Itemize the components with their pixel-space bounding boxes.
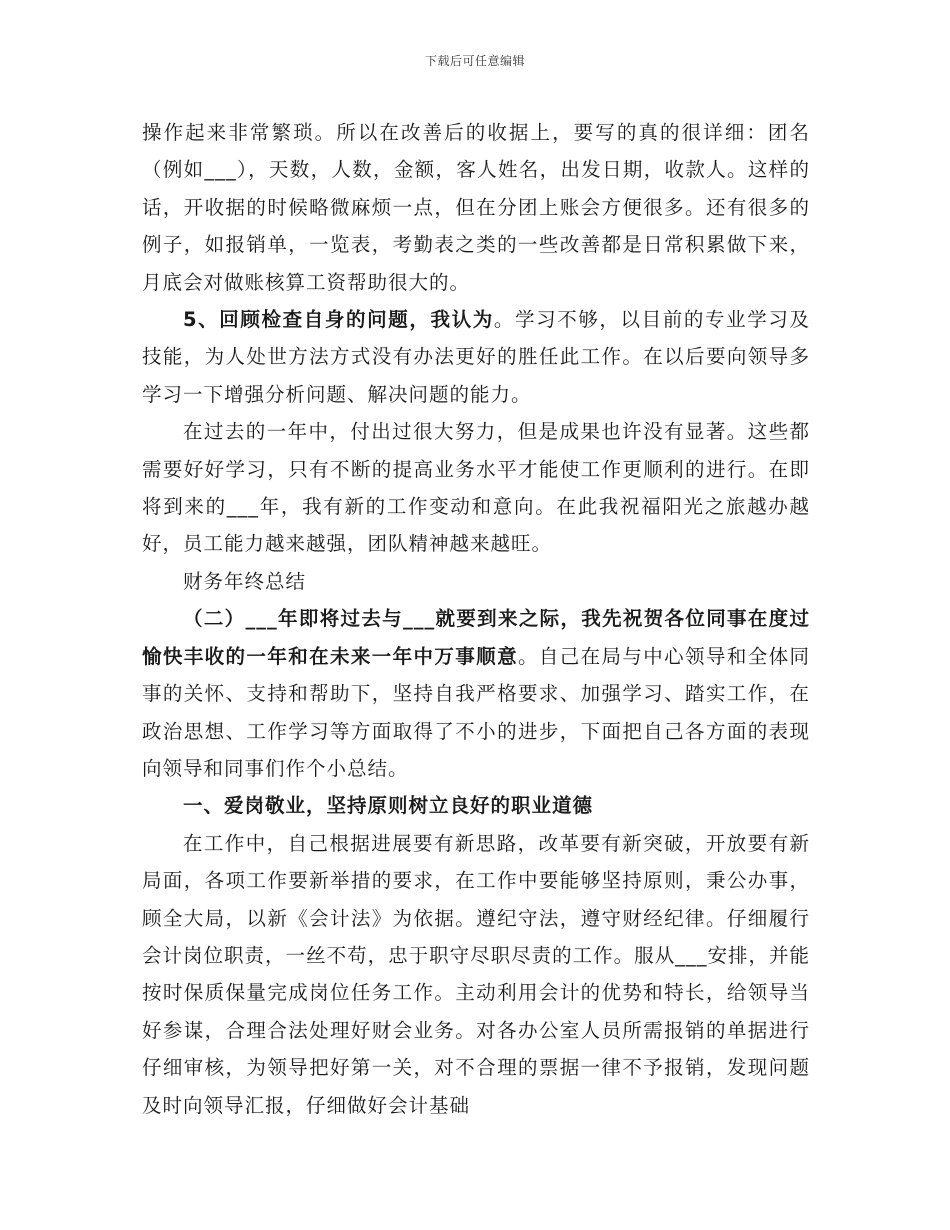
paragraph-part-two-heading: （二）___年即将过去与___就要到来之际，我先祝贺各位同事在度过愉快丰收的一年和在未来一年中万事顺意	[142, 607, 810, 668]
document-body	[142, 114, 810, 1124]
paragraph-past-year: 在过去的一年中，付出过很大努力，但是成果也许没有显著。这些都需要好好学习，只有不断的提高业务水平才能使工作更顺利的进行。在即将到来的___年，我有新的工作变动和意向。在此我祝福阳光之旅越办越好，员工能力越来越强，团队精神越来越旺。	[142, 420, 810, 556]
paragraph-continuation: 操作起来非常繁琐。所以在改善后的收据上，要写的真的很详细：团名（例如___），天数，人数，金额，客人姓名，出发日期，收款人。这样的话，开收据的时候略微麻烦一点，但在分团上账会方便很多。还有很多的例子，如报销单，一览表，考勤表之类的一些改善都是日常积累做下来，月底会对做账核算工资帮助很大的。	[142, 121, 810, 294]
paragraph-self-review-heading: 5、回顾检查自身的问题，我认为	[183, 308, 494, 332]
paragraph-ethics: 在工作中，自己根据进展要有新思路，改革要有新突破，开放要有新局面，各项工作要新举措的要求，在工作中要能够坚持原则，秉公办事，顾全大局，以新《会计法》为依据。遵纪守法，遵守财经纪律。仔细履行会计岗位职责，一丝不苟，忠于职守尽职尽责的工作。服从___安排，并能按时保质保量完成岗位任务工作。主动利用会计的优势和特长，给领导当好参谋，合理合法处理好财会业务。对各办公室人员所需报销的单据进行仔细审核，为领导把好第一关，对不合理的票据一律不予报销，发现问题及时向领导汇报，仔细做好会计基础	[142, 831, 810, 1117]
paragraph-part-two	[142, 600, 810, 787]
section-title: 财务年终总结	[183, 569, 307, 593]
page-header: 下载后可任意编辑	[424, 54, 525, 68]
paragraph-self-review-text: 。学习不够，以目前的专业学习及技能，为人处世方法方式没有办法更好的胜任此工作。在以后要向领导多学习一下增强分析问题、解决问题的能力。	[142, 308, 810, 406]
paragraph-self-review	[142, 301, 810, 413]
paragraph-part-two-text: 。自己在局与中心领导和全体同事的关怀、支持和帮助下，坚持自我严格要求、加强学习、踏实工作，在政治思想、工作学习等方面取得了不小的进步，下面把自己各方面的表现向领导和同事们作个小总结。	[142, 644, 810, 780]
section-heading-ethics: 一、爱岗敬业，坚持原则树立良好的职业道德	[183, 794, 594, 818]
